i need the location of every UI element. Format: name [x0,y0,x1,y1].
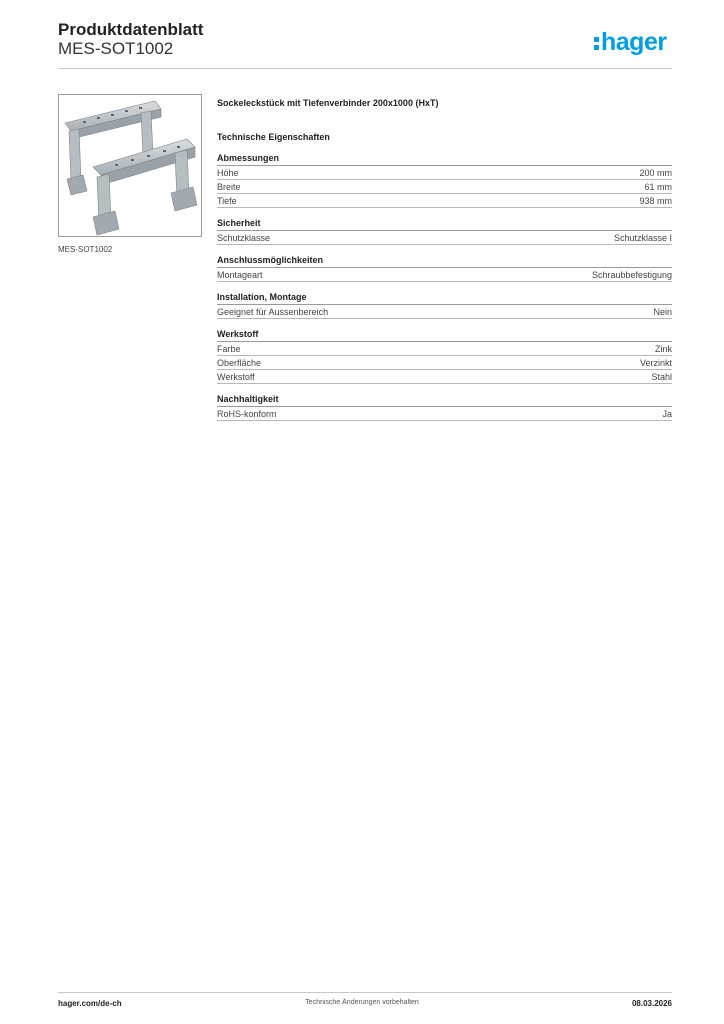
property-value: Schutzklasse I [613,233,672,243]
property-row [217,180,672,194]
logo-text: hager [601,27,667,56]
property-row [217,194,672,208]
property-row [217,166,672,180]
property-label: Schutzklasse [217,233,271,243]
group-title: Installation, Montage [217,291,672,305]
property-value: Verzinkt [639,358,672,368]
property-label: RoHS-konform [217,409,277,419]
hager-logo [594,28,667,56]
property-row [217,231,672,245]
property-group [217,152,672,208]
section-heading: Technische Eigenschaften [217,132,330,142]
property-value: 61 mm [644,182,672,192]
group-title: Anschlussmöglichkeiten [217,254,672,268]
property-label: Werkstoff [217,372,255,382]
property-group [217,254,672,282]
property-row [217,407,672,421]
property-label: Tiefe [217,196,237,206]
footer-divider [58,992,672,993]
property-value: Stahl [651,372,672,382]
footer-notice: Technische Änderungen vorbehalten [305,999,419,1006]
group-title: Nachhaltigkeit [217,393,672,407]
property-group [217,393,672,421]
property-group [217,217,672,245]
property-label: Farbe [217,344,241,354]
property-value: 938 mm [639,196,672,206]
property-group [217,328,672,384]
group-title: Werkstoff [217,328,672,342]
property-value: Nein [653,307,672,317]
property-label: Oberfläche [217,358,262,368]
group-title: Abmessungen [217,152,672,166]
header-divider [58,68,672,69]
product-name: Sockeleckstück mit Tiefenverbinder 200x1000 (HxT) [217,98,439,108]
property-value: Schraubbefestigung [591,270,672,280]
property-label: Montageart [217,270,263,280]
property-label: Geeignet für Aussenbereich [217,307,329,317]
page-title: Produktdatenblatt [58,20,204,39]
property-value: 200 mm [639,168,672,178]
property-row [217,356,672,370]
property-label: Breite [217,182,241,192]
image-caption: MES-SOT1002 [58,245,113,254]
property-row [217,370,672,384]
product-image [58,94,202,237]
property-value: Ja [662,409,672,419]
plinth-bracket-illustration [59,95,201,236]
property-groups [217,152,672,421]
footer-date: 08.03.2026 [631,999,672,1008]
logo-dots-icon [594,37,599,50]
property-label: Höhe [217,168,239,178]
property-row [217,342,672,356]
property-value: Zink [654,344,672,354]
property-row [217,305,672,319]
footer-website-link[interactable]: hager.com/de-ch [58,999,122,1008]
property-row [217,268,672,282]
product-code: MES-SOT1002 [58,39,174,58]
group-title: Sicherheit [217,217,672,231]
property-group [217,291,672,319]
product-details [217,97,672,421]
